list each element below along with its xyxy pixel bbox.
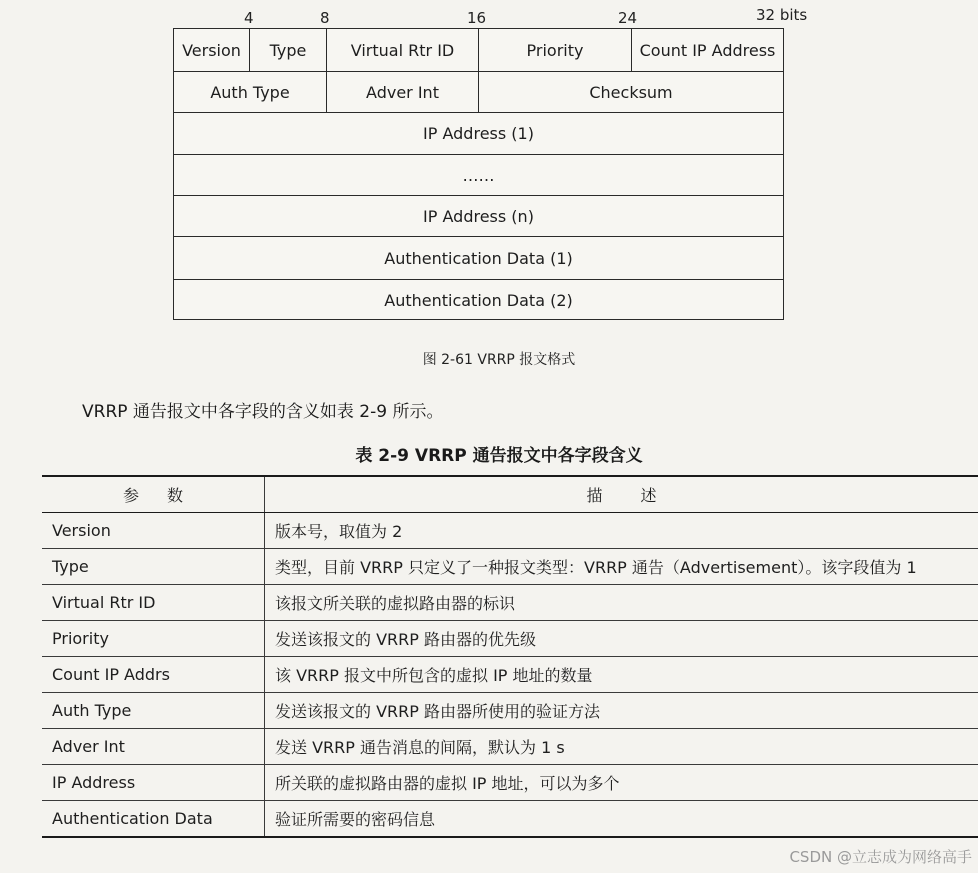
figure-caption: 图 2-61 VRRP 报文格式 (422, 352, 576, 368)
field-version: Version (174, 29, 250, 71)
packet-row-ipn (174, 196, 783, 237)
field-auth-data-2: Authentication Data (2) (384, 290, 573, 310)
field-checksum: Checksum (589, 82, 673, 102)
row-parameter: Priority (42, 621, 265, 657)
watermark: CSDN @立志成为网络高手 (789, 848, 972, 866)
row-description: 所关联的虚拟路由器的虚拟 IP 地址，可以为多个 (265, 765, 978, 801)
bit-label-32: 32 bits (756, 6, 808, 24)
field-ip-address-1: IP Address (1) (423, 124, 534, 143)
table-header-row (42, 476, 978, 513)
row-parameter: Adver Int (42, 729, 265, 765)
field-adver-int: Adver Int (327, 72, 479, 112)
field-ellipsis: …… (462, 165, 495, 185)
intro-paragraph: VRRP 通告报文中各字段的含义如表 2-9 所示。 (82, 402, 444, 422)
bit-label-16: 16 (467, 9, 487, 27)
packet-row-ip1 (174, 113, 783, 155)
field-auth-type: Auth Type (174, 72, 327, 112)
packet-row-header1 (174, 29, 783, 72)
row-parameter: Version (42, 513, 265, 549)
header-parameter: 参数 (42, 476, 265, 513)
packet-row-ellipsis (174, 155, 783, 196)
row-description: 验证所需要的密码信息 (265, 801, 978, 838)
row-description: 发送该报文的 VRRP 路由器所使用的验证方法 (265, 693, 978, 729)
row-parameter: Type (42, 549, 265, 585)
row-parameter: Auth Type (42, 693, 265, 729)
bit-label-4: 4 (244, 9, 254, 27)
table-body (42, 513, 978, 838)
row-description: 该 VRRP 报文中所包含的虚拟 IP 地址的数量 (265, 657, 978, 693)
row-description: 该报文所关联的虚拟路由器的标识 (265, 585, 978, 621)
packet-row-auth2 (174, 280, 783, 320)
row-description: 类型，目前 VRRP 只定义了一种报文类型：VRRP 通告（Advertisement）。该字段值为 1 (265, 549, 978, 585)
packet-row-auth1 (174, 237, 783, 280)
field-count-ip-address: Count IP Address (639, 40, 776, 60)
bit-label-24: 24 (618, 9, 638, 27)
field-type: Type (250, 29, 327, 71)
field-ip-address-n: IP Address (n) (423, 206, 534, 226)
field-description-table (42, 475, 978, 838)
table-row (42, 729, 978, 765)
row-parameter: IP Address (42, 765, 265, 801)
table-row (42, 549, 978, 585)
row-description: 版本号，取值为 2 (265, 513, 978, 549)
table-row (42, 621, 978, 657)
vrrp-packet-diagram (173, 28, 784, 320)
field-auth-data-1: Authentication Data (1) (384, 248, 573, 268)
table-row (42, 513, 978, 549)
table-row (42, 765, 978, 801)
table-row (42, 693, 978, 729)
table-title: 表 2-9 VRRP 通告报文中各字段含义 (355, 446, 643, 466)
packet-row-header2 (174, 72, 783, 113)
field-priority: Priority (479, 29, 632, 71)
table-row (42, 801, 978, 838)
row-parameter: Authentication Data (42, 801, 265, 838)
header-description: 描述 (265, 476, 978, 513)
row-description: 发送该报文的 VRRP 路由器的优先级 (265, 621, 978, 657)
row-parameter: Count IP Addrs (42, 657, 265, 693)
bit-label-8: 8 (320, 9, 330, 27)
table-row (42, 657, 978, 693)
field-virtual-rtr-id: Virtual Rtr ID (327, 29, 479, 71)
row-parameter: Virtual Rtr ID (42, 585, 265, 621)
table-row (42, 585, 978, 621)
row-description: 发送 VRRP 通告消息的间隔，默认为 1 s (265, 729, 978, 765)
